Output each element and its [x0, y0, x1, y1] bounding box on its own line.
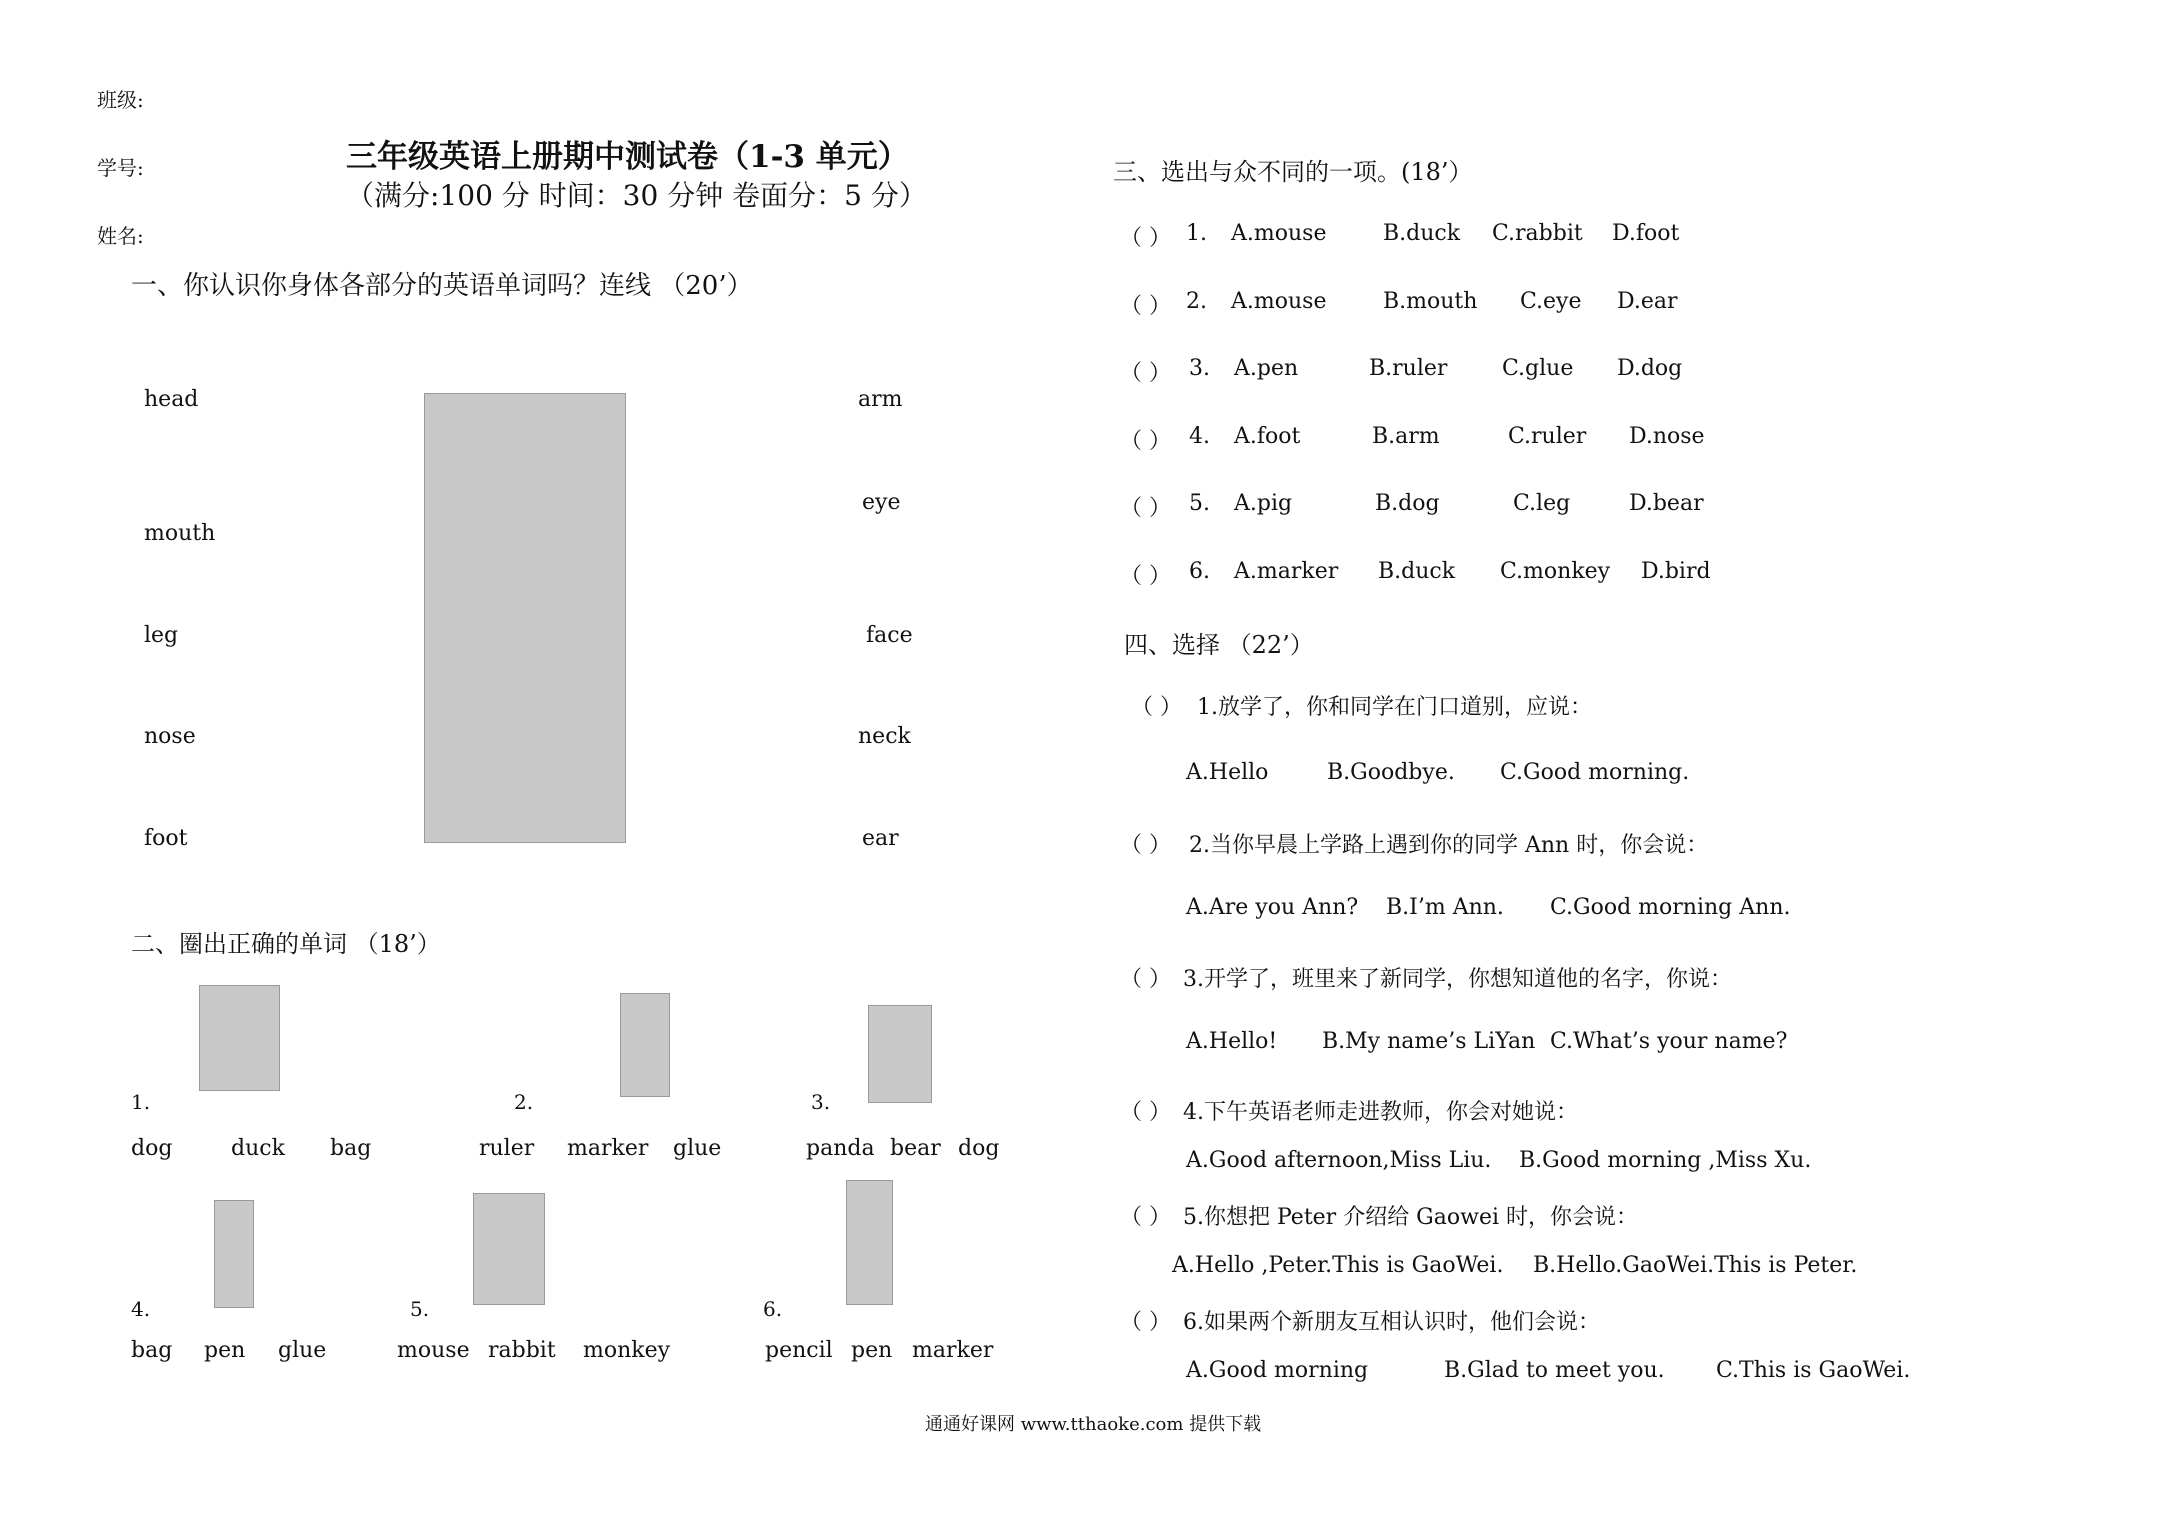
- body-word-left-4: nose: [144, 724, 196, 749]
- marker-picture: [846, 1180, 893, 1305]
- s3-q6-option-d: D.bird: [1641, 559, 1711, 584]
- section2-heading: 二、圈出正确的单词 （18’）: [131, 930, 441, 958]
- rabbit-picture: [473, 1193, 545, 1305]
- s4-q5-prompt: 5.你想把 Peter 介绍给 Gaowei 时，你会说：: [1183, 1205, 1638, 1230]
- s4-q6-option-a: A.Good morning: [1186, 1358, 1369, 1383]
- s4-q6-option-b: B.Glad to meet you.: [1444, 1358, 1665, 1383]
- s3-q3-option-c: C.glue: [1502, 356, 1574, 381]
- s4-q3-option-a: A.Hello!: [1186, 1029, 1278, 1054]
- glue-stick-picture: [214, 1200, 254, 1308]
- item-number-4: 4.: [131, 1297, 151, 1321]
- s3-q6-option-a: A.marker: [1234, 559, 1339, 584]
- s4-q6-prompt: 6.如果两个新朋友互相认识时，他们会说：: [1183, 1310, 1600, 1335]
- s3-q4-option-b: B.arm: [1372, 424, 1440, 449]
- item6-word-3[interactable]: marker: [912, 1338, 994, 1363]
- s3-q4-option-d: D.nose: [1629, 424, 1705, 449]
- item-number-3: 3.: [811, 1090, 831, 1114]
- s3-q2-option-a: A.mouse: [1231, 289, 1327, 314]
- item2-word-2[interactable]: marker: [567, 1136, 649, 1161]
- answer-bracket[interactable]: （ ）: [1120, 967, 1171, 992]
- item3-word-1[interactable]: panda: [806, 1136, 875, 1161]
- item-number-1: 1.: [131, 1090, 151, 1114]
- item1-word-2[interactable]: duck: [231, 1136, 285, 1161]
- s3-q4-number: 4.: [1189, 424, 1210, 449]
- s4-q4-option-a: A.Good afternoon,Miss Liu.: [1186, 1148, 1492, 1173]
- s4-q4-prompt: 4.下午英语老师走进教师，你会对她说：: [1183, 1100, 1578, 1125]
- s4-q1-option-a: A.Hello: [1186, 760, 1269, 785]
- s3-q1-option-d: D.foot: [1612, 221, 1680, 246]
- item5-word-2[interactable]: rabbit: [488, 1338, 556, 1363]
- item6-word-1[interactable]: pencil: [765, 1338, 833, 1363]
- answer-bracket[interactable]: （ ）: [1131, 695, 1182, 720]
- name-label: 姓名:: [97, 224, 144, 248]
- s4-q1-option-b: B.Goodbye.: [1327, 760, 1455, 785]
- s3-q1-number: 1.: [1186, 221, 1207, 246]
- answer-bracket[interactable]: （ ）: [1120, 1205, 1171, 1230]
- bear-picture: [868, 1005, 932, 1103]
- answer-bracket[interactable]: （ ）: [1120, 1100, 1171, 1125]
- answer-bracket[interactable]: （ ）: [1120, 429, 1171, 454]
- student-id-label: 学号:: [97, 156, 144, 180]
- s3-q2-option-d: D.ear: [1617, 289, 1678, 314]
- item1-word-1[interactable]: dog: [131, 1136, 173, 1161]
- s4-q1-option-c: C.Good morning.: [1500, 760, 1690, 785]
- s4-q2-option-a: A.Are you Ann?: [1186, 895, 1359, 920]
- s3-q3-option-a: A.pen: [1234, 356, 1299, 381]
- s3-q2-number: 2.: [1186, 289, 1207, 314]
- s3-q6-option-c: C.monkey: [1500, 559, 1611, 584]
- item5-word-3[interactable]: monkey: [583, 1338, 671, 1363]
- section1-heading: 一、你认识你身体各部分的英语单词吗？连线 （20’）: [131, 271, 753, 301]
- class-label: 班级:: [97, 88, 144, 112]
- body-word-right-3: face: [866, 623, 913, 648]
- item6-word-2[interactable]: pen: [851, 1338, 893, 1363]
- s4-q5-option-a: A.Hello ,Peter.This is GaoWei.: [1172, 1253, 1504, 1278]
- glue-picture: [620, 993, 670, 1097]
- s4-q2-option-c: C.Good morning Ann.: [1550, 895, 1791, 920]
- s3-q4-option-a: A.foot: [1234, 424, 1301, 449]
- s3-q3-number: 3.: [1189, 356, 1210, 381]
- s4-q4-option-b: B.Good morning ,Miss Xu.: [1519, 1148, 1812, 1173]
- item4-word-2[interactable]: pen: [204, 1338, 246, 1363]
- item4-word-1[interactable]: bag: [131, 1338, 173, 1363]
- s3-q3-option-d: D.dog: [1617, 356, 1683, 381]
- body-word-right-1: arm: [858, 387, 903, 412]
- answer-bracket[interactable]: （ ）: [1120, 294, 1171, 319]
- item-number-6: 6.: [763, 1297, 783, 1321]
- s4-q3-option-b: B.My name’s LiYan: [1322, 1029, 1536, 1054]
- s3-q1-option-a: A.mouse: [1231, 221, 1327, 246]
- s3-q4-option-c: C.ruler: [1508, 424, 1587, 449]
- s4-q5-option-b: B.Hello.GaoWei.This is Peter.: [1533, 1253, 1858, 1278]
- body-word-right-2: eye: [862, 490, 901, 515]
- item1-word-3[interactable]: bag: [330, 1136, 372, 1161]
- item-number-5: 5.: [410, 1297, 430, 1321]
- s3-q1-option-b: B.duck: [1383, 221, 1461, 246]
- s4-q1-prompt: 1.放学了，你和同学在门口道别，应说：: [1197, 695, 1592, 720]
- s4-q3-prompt: 3.开学了，班里来了新同学，你想知道他的名字，你说：: [1183, 967, 1732, 992]
- page-title: 三年级英语上册期中测试卷（1-3 单元）: [346, 139, 909, 175]
- item-number-2: 2.: [514, 1090, 534, 1114]
- answer-bracket[interactable]: （ ）: [1120, 833, 1171, 858]
- s4-q2-option-b: B.I’m Ann.: [1386, 895, 1504, 920]
- body-word-right-5: ear: [862, 826, 899, 851]
- item2-word-3[interactable]: glue: [673, 1136, 722, 1161]
- item5-word-1[interactable]: mouse: [397, 1338, 470, 1363]
- page-subtitle: （满分:100 分 时间：30 分钟 卷面分：5 分）: [346, 179, 927, 212]
- answer-bracket[interactable]: （ ）: [1120, 496, 1171, 521]
- answer-bracket[interactable]: （ ）: [1120, 226, 1171, 251]
- item3-word-3[interactable]: dog: [958, 1136, 1000, 1161]
- section4-heading: 四、选择 （22’）: [1124, 631, 1314, 659]
- s3-q6-option-b: B.duck: [1378, 559, 1456, 584]
- s3-q5-option-c: C.leg: [1513, 491, 1571, 516]
- duck-picture: [199, 985, 280, 1091]
- answer-bracket[interactable]: （ ）: [1120, 1310, 1171, 1335]
- s3-q5-option-d: D.bear: [1629, 491, 1704, 516]
- body-word-right-4: neck: [858, 724, 911, 749]
- answer-bracket[interactable]: （ ）: [1120, 361, 1171, 386]
- s3-q2-option-b: B.mouth: [1383, 289, 1478, 314]
- body-word-left-3: leg: [144, 623, 179, 648]
- body-word-left-5: foot: [144, 826, 188, 851]
- body-word-left-1: head: [144, 387, 199, 412]
- s4-q2-prompt: 2.当你早晨上学路上遇到你的同学 Ann 时，你会说：: [1189, 833, 1709, 858]
- item3-word-2[interactable]: bear: [890, 1136, 941, 1161]
- answer-bracket[interactable]: （ ）: [1120, 564, 1171, 589]
- s3-q5-number: 5.: [1189, 491, 1210, 516]
- s3-q1-option-c: C.rabbit: [1492, 221, 1583, 246]
- body-word-left-2: mouth: [144, 521, 216, 546]
- s3-q5-option-a: A.pig: [1234, 491, 1293, 516]
- s4-q3-option-c: C.What’s your name?: [1550, 1029, 1788, 1054]
- s3-q5-option-b: B.dog: [1375, 491, 1440, 516]
- section3-heading: 三、选出与众不同的一项。(18’）: [1113, 158, 1473, 186]
- s3-q6-number: 6.: [1189, 559, 1210, 584]
- footer-source: 通通好课网 www.tthaoke.com 提供下载: [925, 1414, 1262, 1435]
- item2-word-1[interactable]: ruler: [479, 1136, 535, 1161]
- s4-q6-option-c: C.This is GaoWei.: [1716, 1358, 1911, 1383]
- s3-q3-option-b: B.ruler: [1369, 356, 1448, 381]
- item4-word-3[interactable]: glue: [278, 1338, 327, 1363]
- panda-illustration: [424, 393, 626, 843]
- s3-q2-option-c: C.eye: [1520, 289, 1582, 314]
